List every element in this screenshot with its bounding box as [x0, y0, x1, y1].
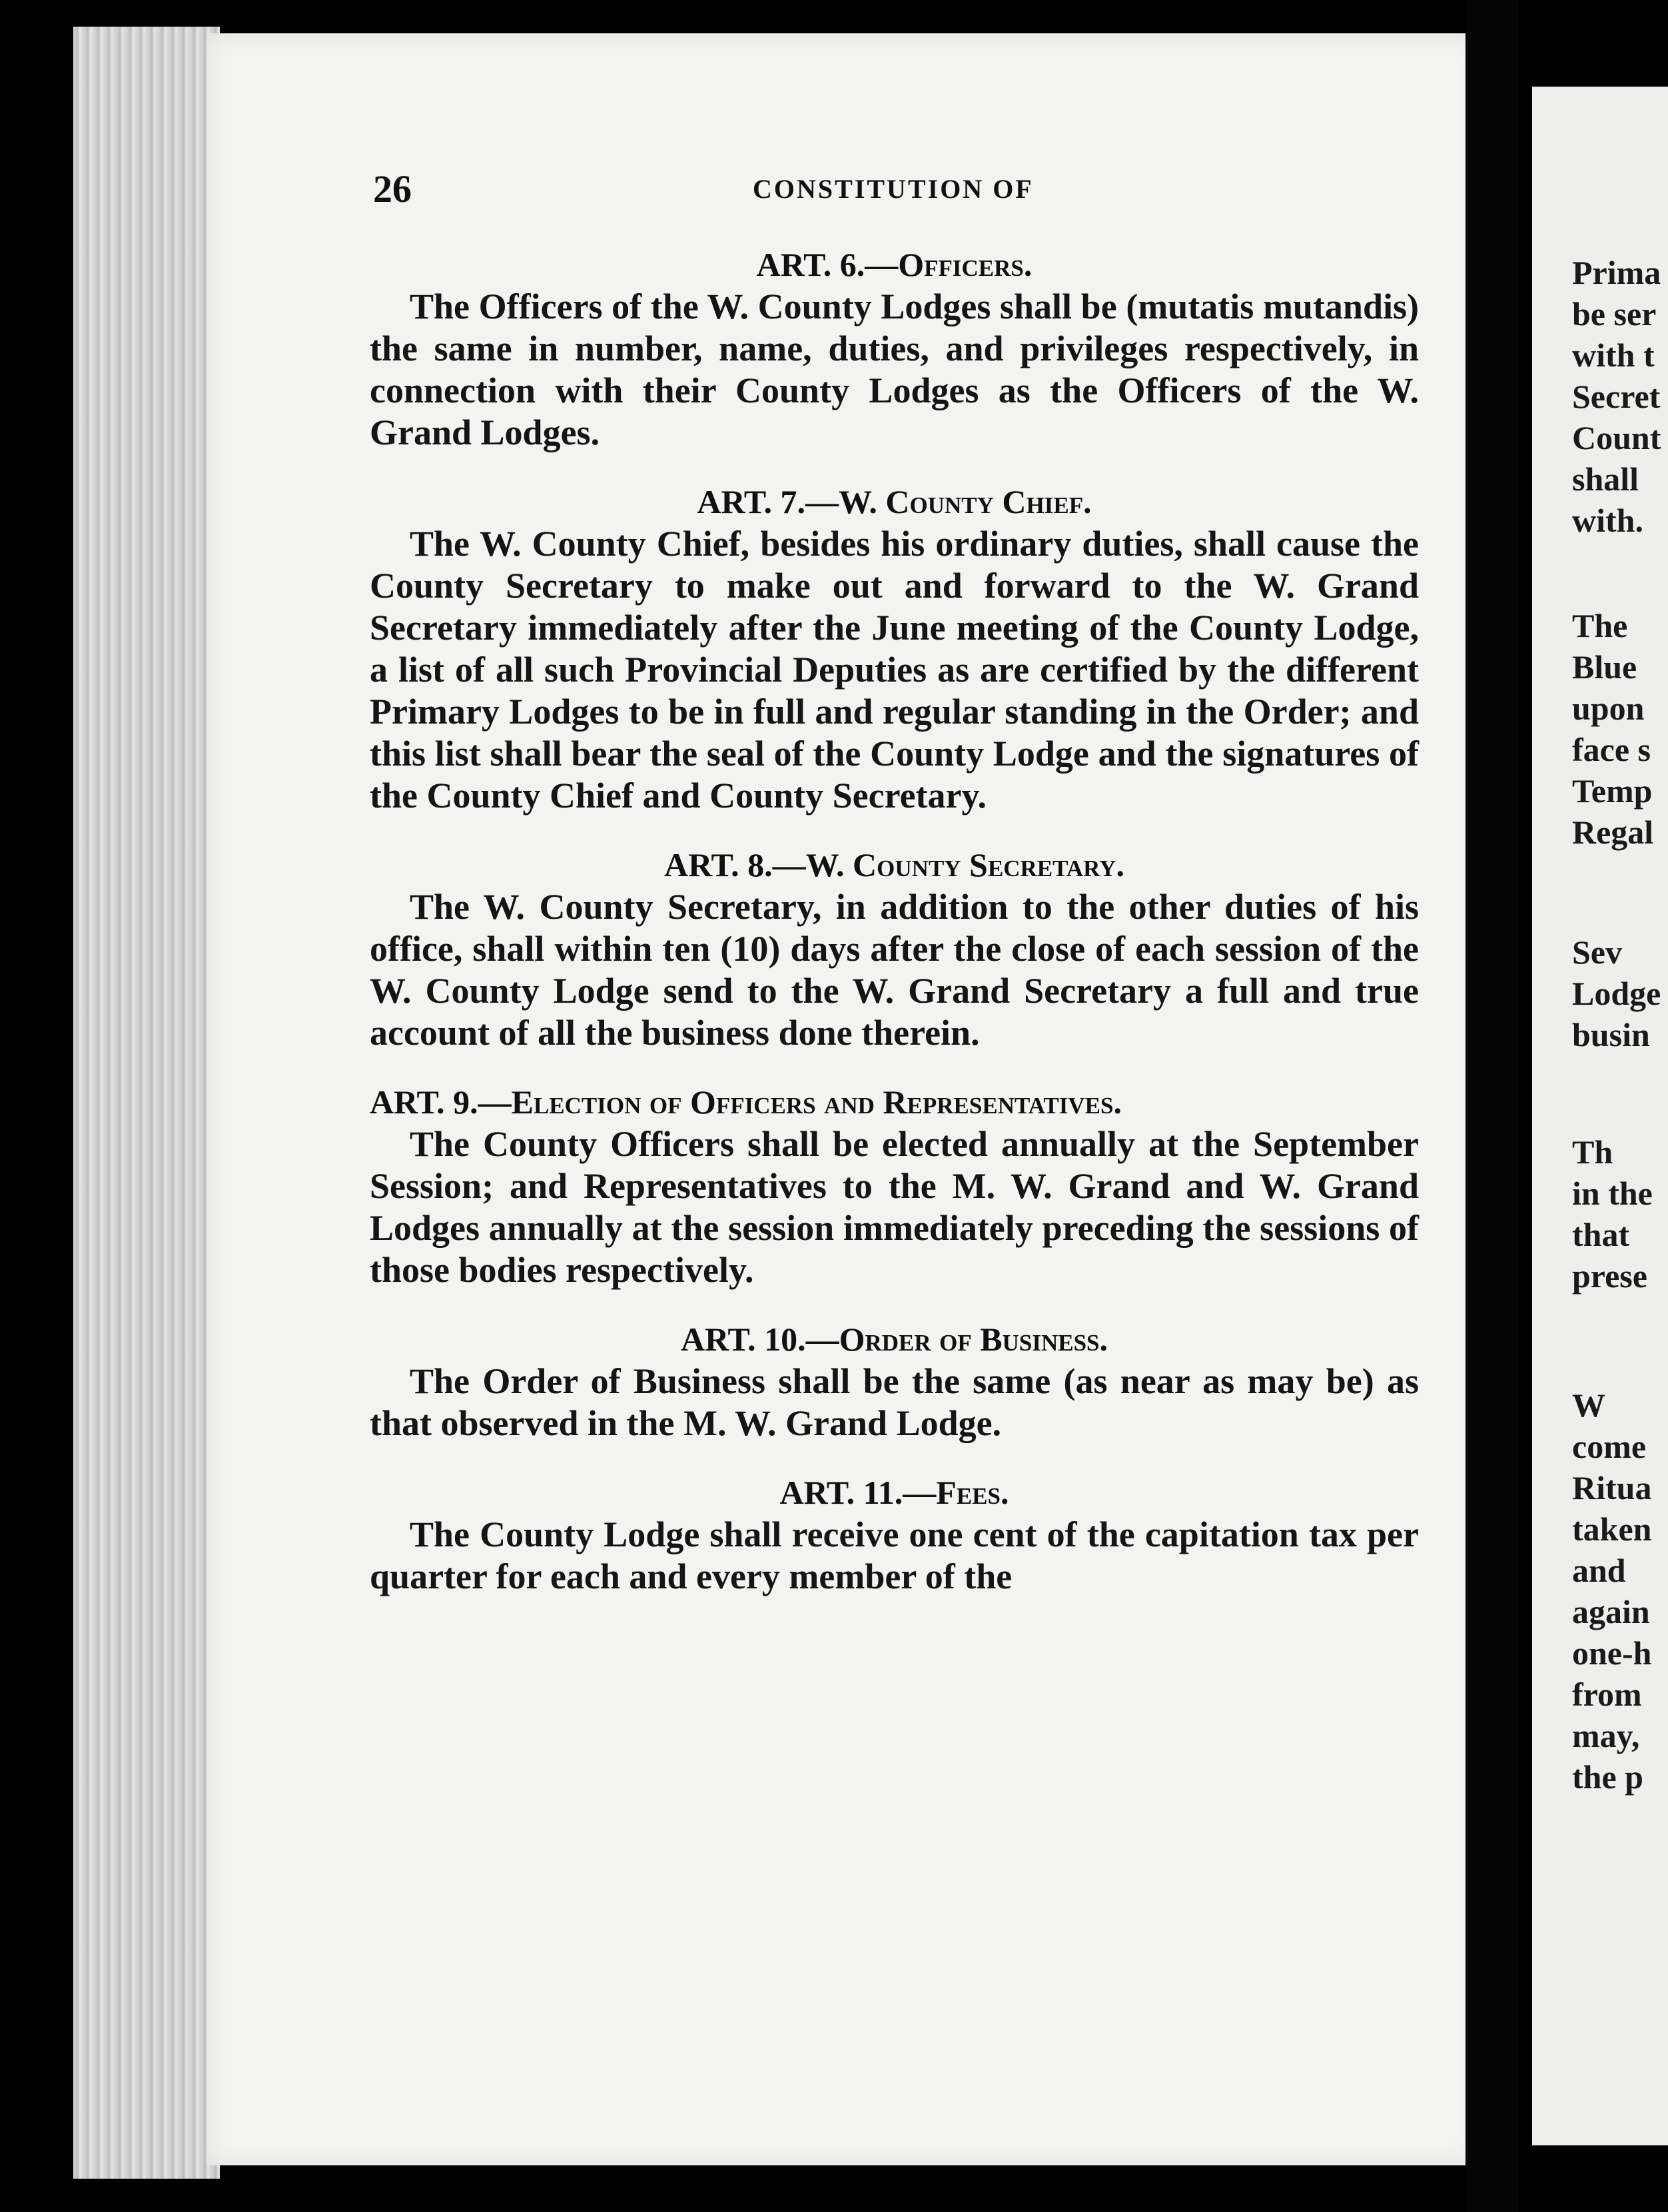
facing-fragment: Ritua	[1572, 1469, 1652, 1506]
article-heading: ART. 6.—Officers.	[756, 246, 1033, 283]
facing-fragment: taken	[1572, 1510, 1652, 1548]
article-10	[370, 1318, 1419, 1444]
article-heading: ART. 10.—Order of Business.	[680, 1321, 1108, 1358]
facing-fragment: Count	[1572, 419, 1661, 456]
facing-fragment: Lodge	[1572, 975, 1661, 1012]
article-text: The Officers of the W. County Lodges shall be (mutatis mutandis) the same in number, name, duties, and privileges respectively, in connection with their County Lodges as the Officers of the W. Grand Lodges.	[370, 286, 1419, 452]
article-text: The W. County Chief, besides his ordinary duties, shall cause the County Secretary to make out and forward to the W. Grand Secretary immediately after the June meeting of the County Lodge, a list of all such Provincial Deputies as are certified by the different Primary Lodges to be in full and regular standing in the Order; and this list shall bear the seal of the County Lodge and the signatures of the County Chief and County Secretary.	[370, 524, 1419, 816]
page-body	[370, 243, 1419, 1624]
article-heading: ART. 9.—Election of Officers and Representatives.	[370, 1083, 1122, 1121]
facing-page	[1532, 87, 1668, 2145]
facing-fragment: that	[1572, 1216, 1630, 1253]
article-heading: ART. 11.—Fees.	[779, 1474, 1009, 1511]
facing-fragment: Regal	[1572, 814, 1654, 851]
facing-fragment: with t	[1572, 336, 1655, 374]
article-11	[370, 1471, 1419, 1598]
article-8	[370, 843, 1419, 1054]
facing-fragment: Blue	[1572, 648, 1637, 686]
facing-fragment: W	[1572, 1386, 1605, 1424]
facing-fragment: Th	[1572, 1133, 1613, 1171]
facing-fragment: with.	[1572, 502, 1643, 539]
article-6	[370, 243, 1419, 454]
book-gutter	[1465, 0, 1519, 2212]
article-9	[370, 1081, 1419, 1291]
article-heading: ART. 8.—W. County Secretary.	[664, 846, 1124, 883]
facing-fragment: Secret	[1572, 378, 1661, 415]
facing-fragment: in the	[1572, 1175, 1653, 1212]
facing-fragment: Temp	[1572, 772, 1653, 810]
facing-fragment: upon	[1572, 690, 1645, 727]
page-number: 26	[373, 167, 412, 211]
facing-fragment: and	[1572, 1552, 1626, 1589]
article-text: The W. County Secretary, in addition to the other duties of his office, shall within ten (10) days after the close of each session of the W. County Lodge send to the W. Grand Secretary a full and true account of all the business done therein.	[370, 887, 1419, 1053]
facing-fragment: prese	[1572, 1257, 1647, 1295]
facing-fragment: one-h	[1572, 1634, 1652, 1672]
facing-fragment: may,	[1572, 1717, 1640, 1754]
facing-fragment: from	[1572, 1676, 1642, 1713]
facing-fragment: face s	[1572, 731, 1651, 768]
book-page-edges	[73, 27, 220, 2179]
facing-fragment: The	[1572, 607, 1628, 644]
facing-fragment: again	[1572, 1593, 1650, 1630]
article-text: The Order of Business shall be the same (as near as may be) as that observed in the M. W. Grand Lodge.	[370, 1361, 1419, 1443]
facing-fragment: busin	[1572, 1016, 1650, 1053]
article-text: The County Officers shall be elected annually at the September Session; and Representatives to the M. W. Grand and W. Grand Lodges annually at the session immediately preceding the sessions of those bodies respectively.	[370, 1124, 1419, 1290]
facing-fragment: come	[1572, 1428, 1647, 1465]
facing-fragment: Sev	[1572, 933, 1622, 971]
article-heading: ART. 7.—W. County Chief.	[697, 483, 1092, 520]
facing-fragment: Prima	[1572, 254, 1661, 291]
article-text: The County Lodge shall receive one cent of the capitation tax per quarter for each and every member of the	[370, 1514, 1419, 1596]
facing-fragment: shall	[1572, 460, 1639, 498]
running-title: CONSTITUTION OF	[753, 174, 1034, 204]
article-7	[370, 480, 1419, 817]
facing-fragment: the p	[1572, 1758, 1643, 1796]
facing-fragment: be ser	[1572, 295, 1657, 332]
running-head	[373, 167, 1386, 213]
